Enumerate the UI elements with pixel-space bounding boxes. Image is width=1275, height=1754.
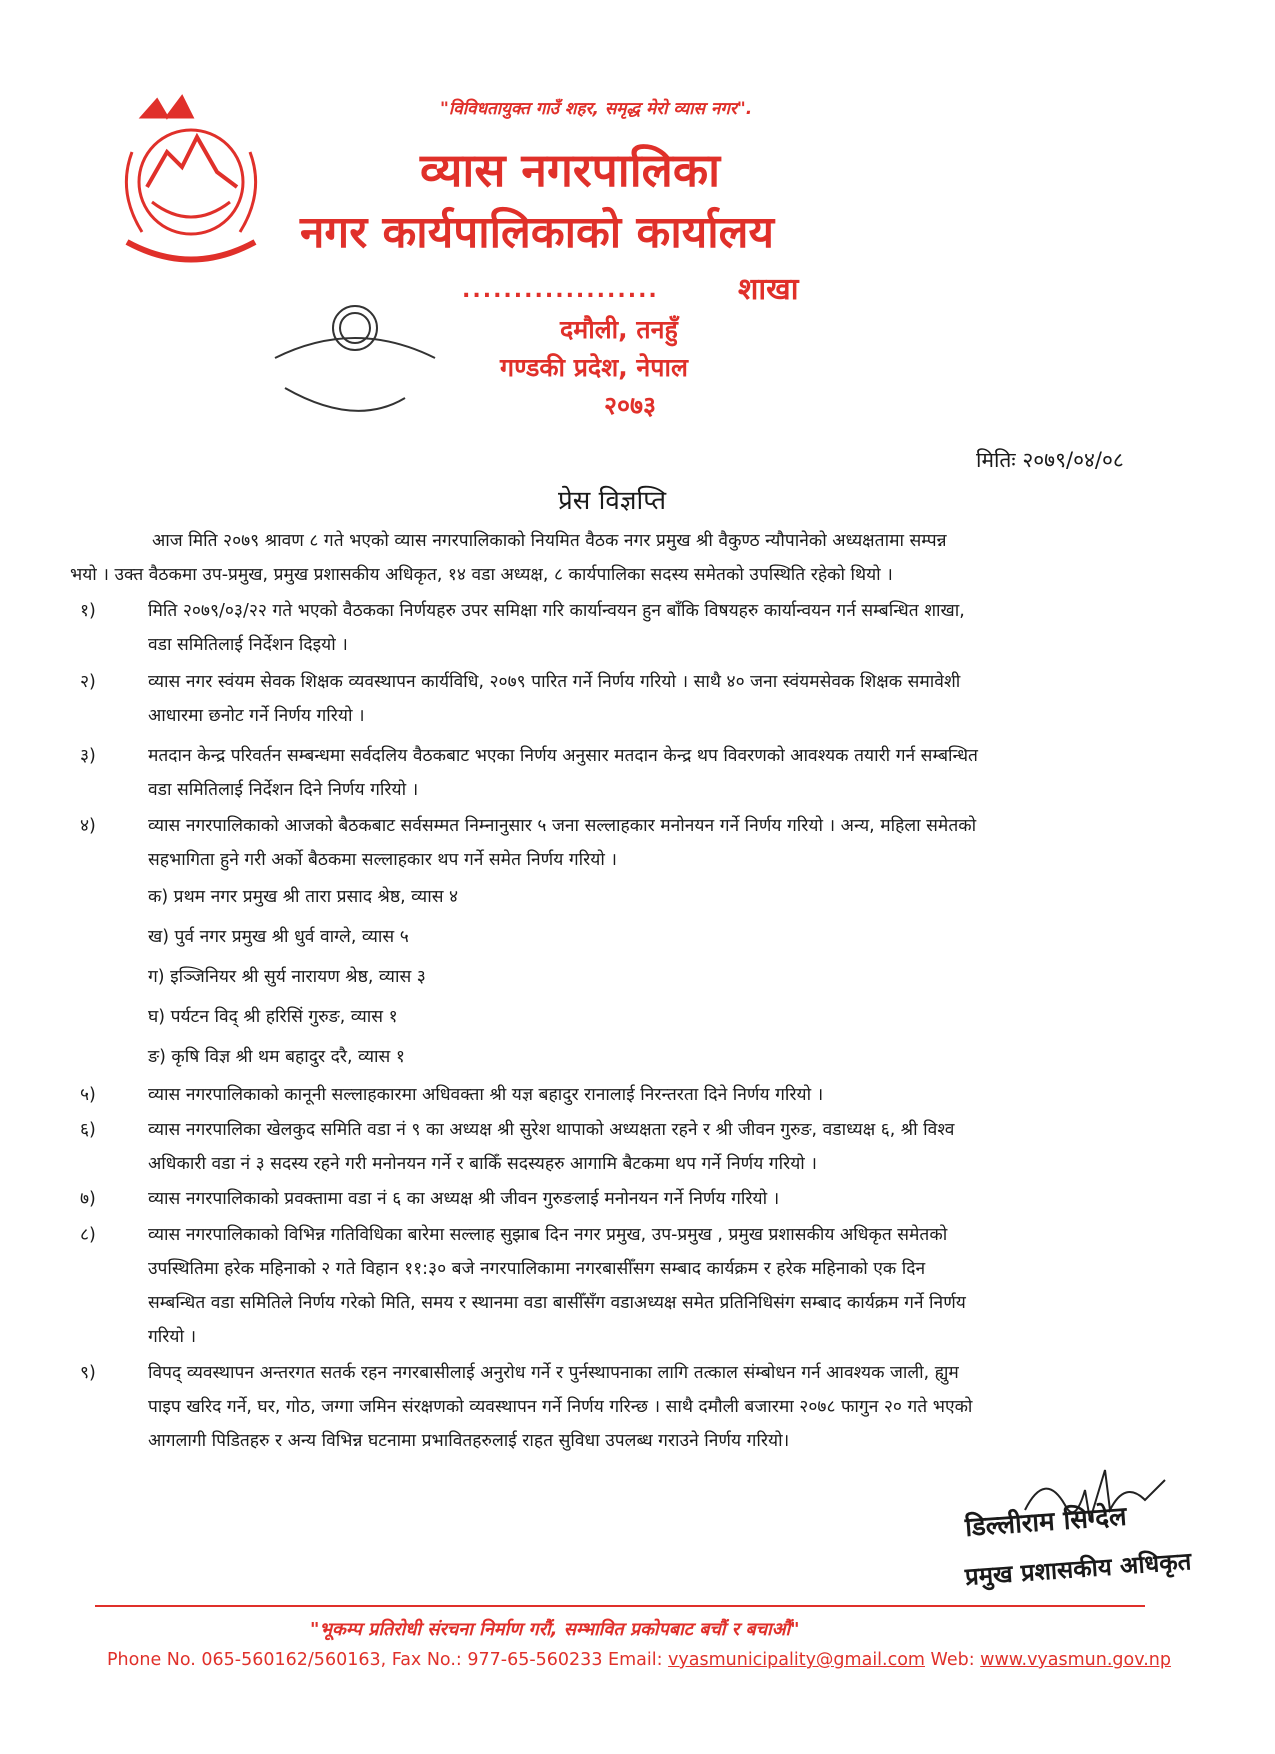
sub-item-nga: ङ) कृषि विज्ञ श्री थम बहादुर दरै, व्यास १ xyxy=(148,1047,405,1067)
item-number: ७) xyxy=(80,1189,96,1209)
item-number: ५) xyxy=(80,1085,96,1105)
item-text: व्यास नगरपालिकाको विभिन्न गतिविधिका बारेमा सल्लाह सुझाब दिन नगर प्रमुख, उप-प्रमुख , प्रमुख प्रशासकीय अधिकृत समेतको उपस्थितिमा हरेक महिनाको २ गते विहान ११:३० बजे नगरपालिकामा नगरबासीँसग सम्बाद कार्यक्रम र हरेक महिनाको एक दिन सम्बन्धित वडा समितिले निर्णय गरेको मिति, समय र स्थानमा वडा बासीँसँग वडाअध्यक्ष समेत प्रतिनिधिसंग सम्बाद कार्यक्रम गर्ने निर्णय गरियो । xyxy=(148,1225,966,1347)
item-text: व्यास नगरपालिकाको कानूनी सल्लाहकारमा अधिवक्ता श्री यज्ञ बहादुर रानालाई निरन्तरता दिने निर्णय गरियो । xyxy=(148,1085,824,1105)
nepal-government-emblem-icon xyxy=(112,92,270,276)
website-link[interactable]: www.vyasmun.gov.np xyxy=(980,1650,1171,1670)
item-text: व्यास नगरपालिकाको आजको बैठकबाट सर्वसम्मत निम्नानुसार ५ जना सल्लाहकार मनोनयन गर्ने निर्णय गरियो । अन्य, महिला समेतको सहभागिता हुने गरी अर्को बैठकमा सल्लाहकार थप गर्ने समेत निर्णय गरियो । xyxy=(148,816,977,870)
item-number: ६) xyxy=(80,1120,96,1140)
sub-item-ka: क) प्रथम नगर प्रमुख श्री तारा प्रसाद श्रेष्ठ, व्यास ४ xyxy=(148,887,459,907)
item-number: ८) xyxy=(80,1225,96,1245)
item-number: ४) xyxy=(80,816,96,836)
footer-divider xyxy=(95,1605,1145,1607)
letter-date: मितिः २०७९/०४/०८ xyxy=(976,448,1124,472)
item-text: व्यास नगर स्वंयम सेवक शिक्षक व्यवस्थापन कार्यविधि, २०७९ पारित गर्ने निर्णय गरियो । साथै ४० जना स्वंयमसेवक शिक्षक समावेशी आधारमा छनोट गर्ने निर्णय गरियो । xyxy=(148,672,961,726)
item-number: ३) xyxy=(80,746,96,766)
office-title: व्यास नगरपालिका xyxy=(420,143,721,197)
header-slogan: "विविधतायुक्त गाउँ शहर, समृद्ध मेरो व्यास नगर". xyxy=(440,99,753,119)
office-subtitle: नगर कार्यपालिकाको कार्यालय xyxy=(300,207,774,258)
sub-item-gha: घ) पर्यटन विद् श्री हरिसिं गुरुङ, व्यास १ xyxy=(148,1007,398,1027)
item-number: २) xyxy=(80,672,96,692)
signer-name: डिल्लीराम सिग्देल xyxy=(964,1501,1128,1543)
address-city: दमौली, तनहुँ xyxy=(560,315,678,344)
office-round-stamp-icon xyxy=(255,298,455,498)
item-text: विपद् व्यवस्थापन अन्तरगत सतर्क रहन नगरबासीलाई अनुरोध गर्ने र पुर्नस्थापनाका लागि तत्काल संम्बोधन गर्न आवश्यक जाली, ह्युम पाइप खरिद गर्ने, घर, गोठ, जग्गा जमिन संरक्षणको व्यवस्थापन गर्ने निर्णय गरिन्छ । साथै दमौली बजारमा २०७८ फागुन २० गते भएको आगलागी पिडितहरु र अन्य विभिन्न घटनामा प्रभावितहरुलाई राहत सुविधा उपलब्ध गराउने निर्णय गरियो। xyxy=(148,1363,973,1451)
item-text: व्यास नगरपालिकाको प्रवक्तामा वडा नं ६ का अध्यक्ष श्री जीवन गुरुङलाई मनोनयन गर्ने निर्णय गरियो । xyxy=(148,1189,780,1209)
item-text: मतदान केन्द्र परिवर्तन सम्बन्धमा सर्वदलिय वैठकबाट भएका निर्णय अनुसार मतदान केन्द्र थप विवरणको आवश्यक तयारी गर्न सम्बन्धित वडा समितिलाई निर्देशन दिने निर्णय गरियो । xyxy=(148,746,978,800)
signer-title: प्रमुख प्रशासकीय अधिकृत xyxy=(964,1547,1193,1591)
branch-dots: ................... xyxy=(462,278,659,303)
web-label: Web: xyxy=(924,1650,981,1670)
intro-line-2: भयो । उक्त वैठकमा उप-प्रमुख, प्रमुख प्रशासकीय अधिकृत, १४ वडा अध्यक्ष, ८ कार्यपालिका सदस्य समेतको उपस्थिति रहेको थियो । xyxy=(70,565,893,585)
address-province: गण्डकी प्रदेश, नेपाल xyxy=(500,353,688,382)
footer-contact xyxy=(107,1650,1171,1670)
email-link[interactable]: vyasmunicipality@gmail.com xyxy=(668,1650,925,1670)
intro-line-1: आज मिति २०७९ श्रावण ८ गते भएको व्यास नगरपालिकाको नियमित वैठक नगर प्रमुख श्री वैकुण्ठ न्यौपानेको अध्यक्षतामा सम्पन्न xyxy=(152,531,947,551)
item-text: मिति २०७९/०३/२२ गते भएको वैठकका निर्णयहरु उपर समिक्षा गरि कार्यान्वयन हुन बाँकि विषयहरु कार्यान्वयन गर्न सम्बन्धित शाखा, वडा समितिलाई निर्देशन दिइयो । xyxy=(148,601,965,655)
address-year: २०७३ xyxy=(604,391,657,420)
footer-slogan: "भूकम्प प्रतिरोधी संरचना निर्माण गरौं, सम्भावित प्रकोपबाट बचौं र बचाऔं" xyxy=(310,1619,800,1640)
sub-item-ga: ग) इञ्जिनियर श्री सुर्य नारायण श्रेष्ठ, व्यास ३ xyxy=(148,967,426,987)
sub-item-kha: ख) पुर्व नगर प्रमुख श्री धुर्व वाग्ले, व्यास ५ xyxy=(148,927,409,947)
contact-phone-fax: Phone No. 065-560162/560163, Fax No.: 977-65-560233 Email: xyxy=(107,1650,669,1670)
item-text: व्यास नगरपालिका खेलकुद समिति वडा नं ९ का अध्यक्ष श्री सुरेश थापाको अध्यक्षता रहने र श्री जीवन गुरुङ, वडाध्यक्ष ६, श्री विश्व अधिकारी वडा नं ३ सदस्य रहने गरी मनोनयन गर्ने र बाकिँ सदस्यहरु आगामि बैटकमा थप गर्ने निर्णय गरियो । xyxy=(148,1120,955,1174)
item-number: ९) xyxy=(80,1363,96,1383)
document-title: प्रेस विज्ञप्ति xyxy=(558,486,667,516)
branch-label: शाखा xyxy=(738,272,799,307)
item-number: १) xyxy=(80,601,96,621)
